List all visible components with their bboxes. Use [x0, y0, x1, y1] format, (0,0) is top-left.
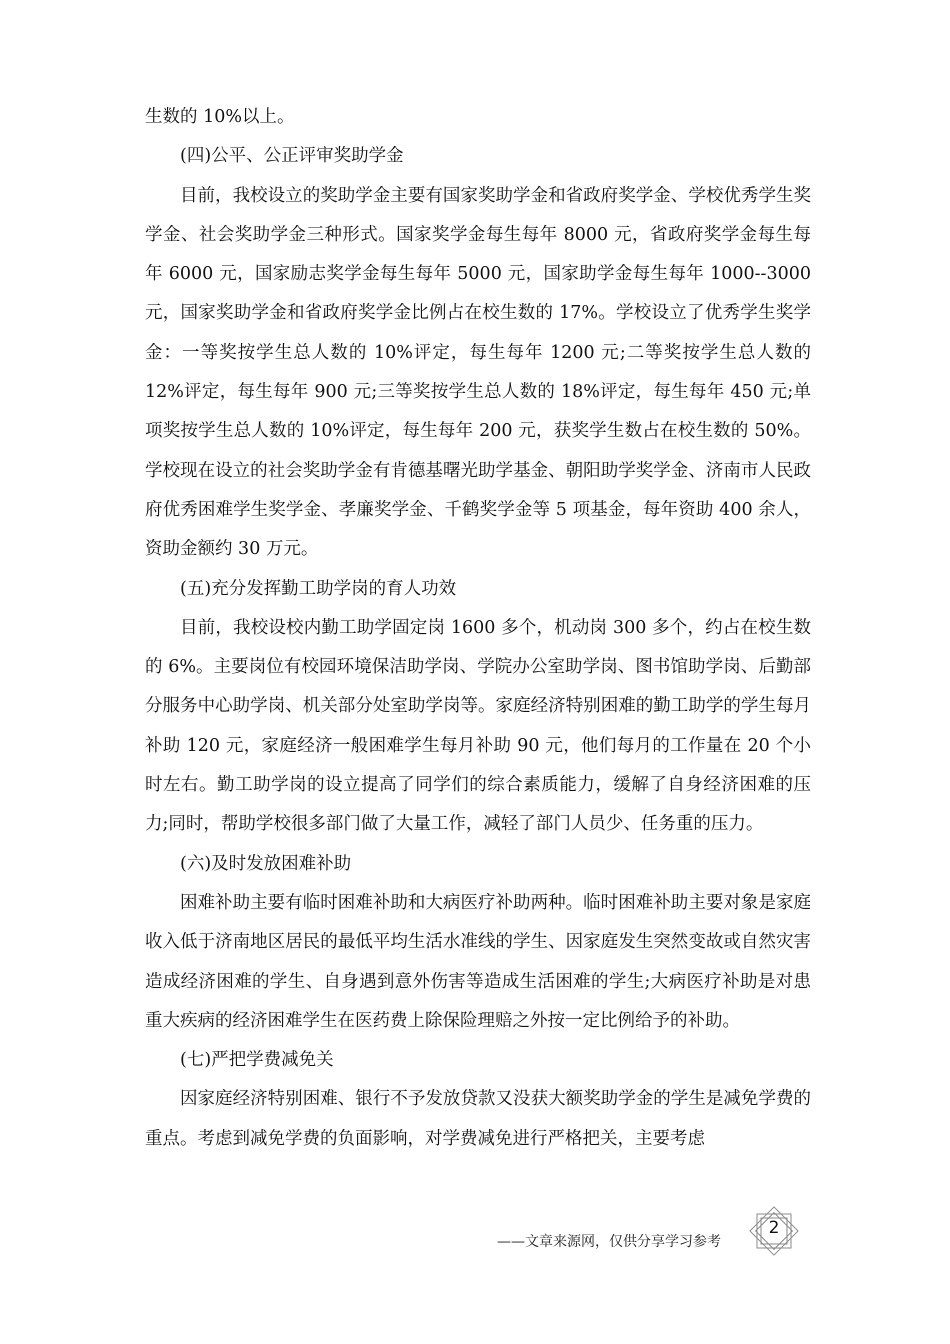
paragraph-work-study: 目前，我校设校内勤工助学固定岗 1600 多个，机动岗 300 多个，约占在校生数的 6%。主要岗位有校园环境保洁助学岗、学院办公室助学岗、图书馆助学岗、后勤部分服务中心助学岗、机关部分处室助学岗等。家庭经济特别困难的勤工助学的学生每月补助 120 元，家庭经济一般困难学生每月补助 90 元，他们每月的工作量在 20 个小时左右。勤工助学岗的设立提高了同学们的综合素质能力，缓解了自身经济困难的压力;同时，帮助学校很多部门做了大量工作，减轻了部门人员少、任务重的压力。	[145, 617, 811, 835]
page-number: 2	[768, 1218, 780, 1238]
section-heading-4: (四)公平、公正评审奖助学金	[180, 146, 404, 167]
paragraph-hardship-aid: 困难补助主要有临时困难补助和大病医疗补助两种。临时困难补助主要对象是家庭收入低于济南地区居民的最低平均生活水准线的学生、因家庭发生突然变故或自然灾害造成经济困难的学生、自身遇到意外伤害等造成生活困难的学生;大病医疗补助是对患重大疾病的经济困难学生在医药费上除保险理赔之外按一定比例给予的补助。	[145, 892, 811, 1031]
section-heading-5: (五)充分发挥勤工助学岗的育人功效	[180, 578, 457, 599]
paragraph-continuation: 生数的 10%以上。	[145, 107, 295, 127]
section-heading-6: (六)及时发放困难补助	[180, 853, 352, 874]
section-heading-7: (七)严把学费减免关	[180, 1050, 334, 1071]
paragraph-tuition-waiver: 因家庭经济特别困难、银行不予发放贷款又没获大额奖助学金的学生是减免学费的重点。考虑到减免学费的负面影响，对学费减免进行严格把关，主要考虑	[145, 1089, 811, 1149]
paragraph-scholarships: 目前，我校设立的奖助学金主要有国家奖助学金和省政府奖学金、学校优秀学生奖学金、社会奖助学金三种形式。国家奖学金每生每年 8000 元，省政府奖学金每生每年 6000 元，国家励志奖学金每生每年 5000 元，国家助学金每生每年 1000--3000 元，国家奖助学金和省政府奖学金比例占在校生数的 17%。学校设立了优秀学生奖学金：一等奖按学生总人数的 10%评定，每生每年 1200 元;二等奖按学生总人数的 12%评定，每生每年 900 元;三等奖按学生总人数的 18%评定，每生每年 450 元;单项奖按学生总人数的 10%评定，每生每年 200 元，获奖学生数占在校生数的 50%。学校现在设立的社会奖助学金有肯德基曙光助学基金、朝阳助学奖学金、济南市人民政府优秀困难学生奖学金、孝廉奖学金、千鹤奖学金等 5 项基金，每年资助 400 余人，资助金额约 30 万元。	[145, 185, 811, 560]
footer-source-text: ——文章来源网，仅供分享学习参考	[497, 1234, 721, 1250]
document-body	[145, 98, 811, 1159]
